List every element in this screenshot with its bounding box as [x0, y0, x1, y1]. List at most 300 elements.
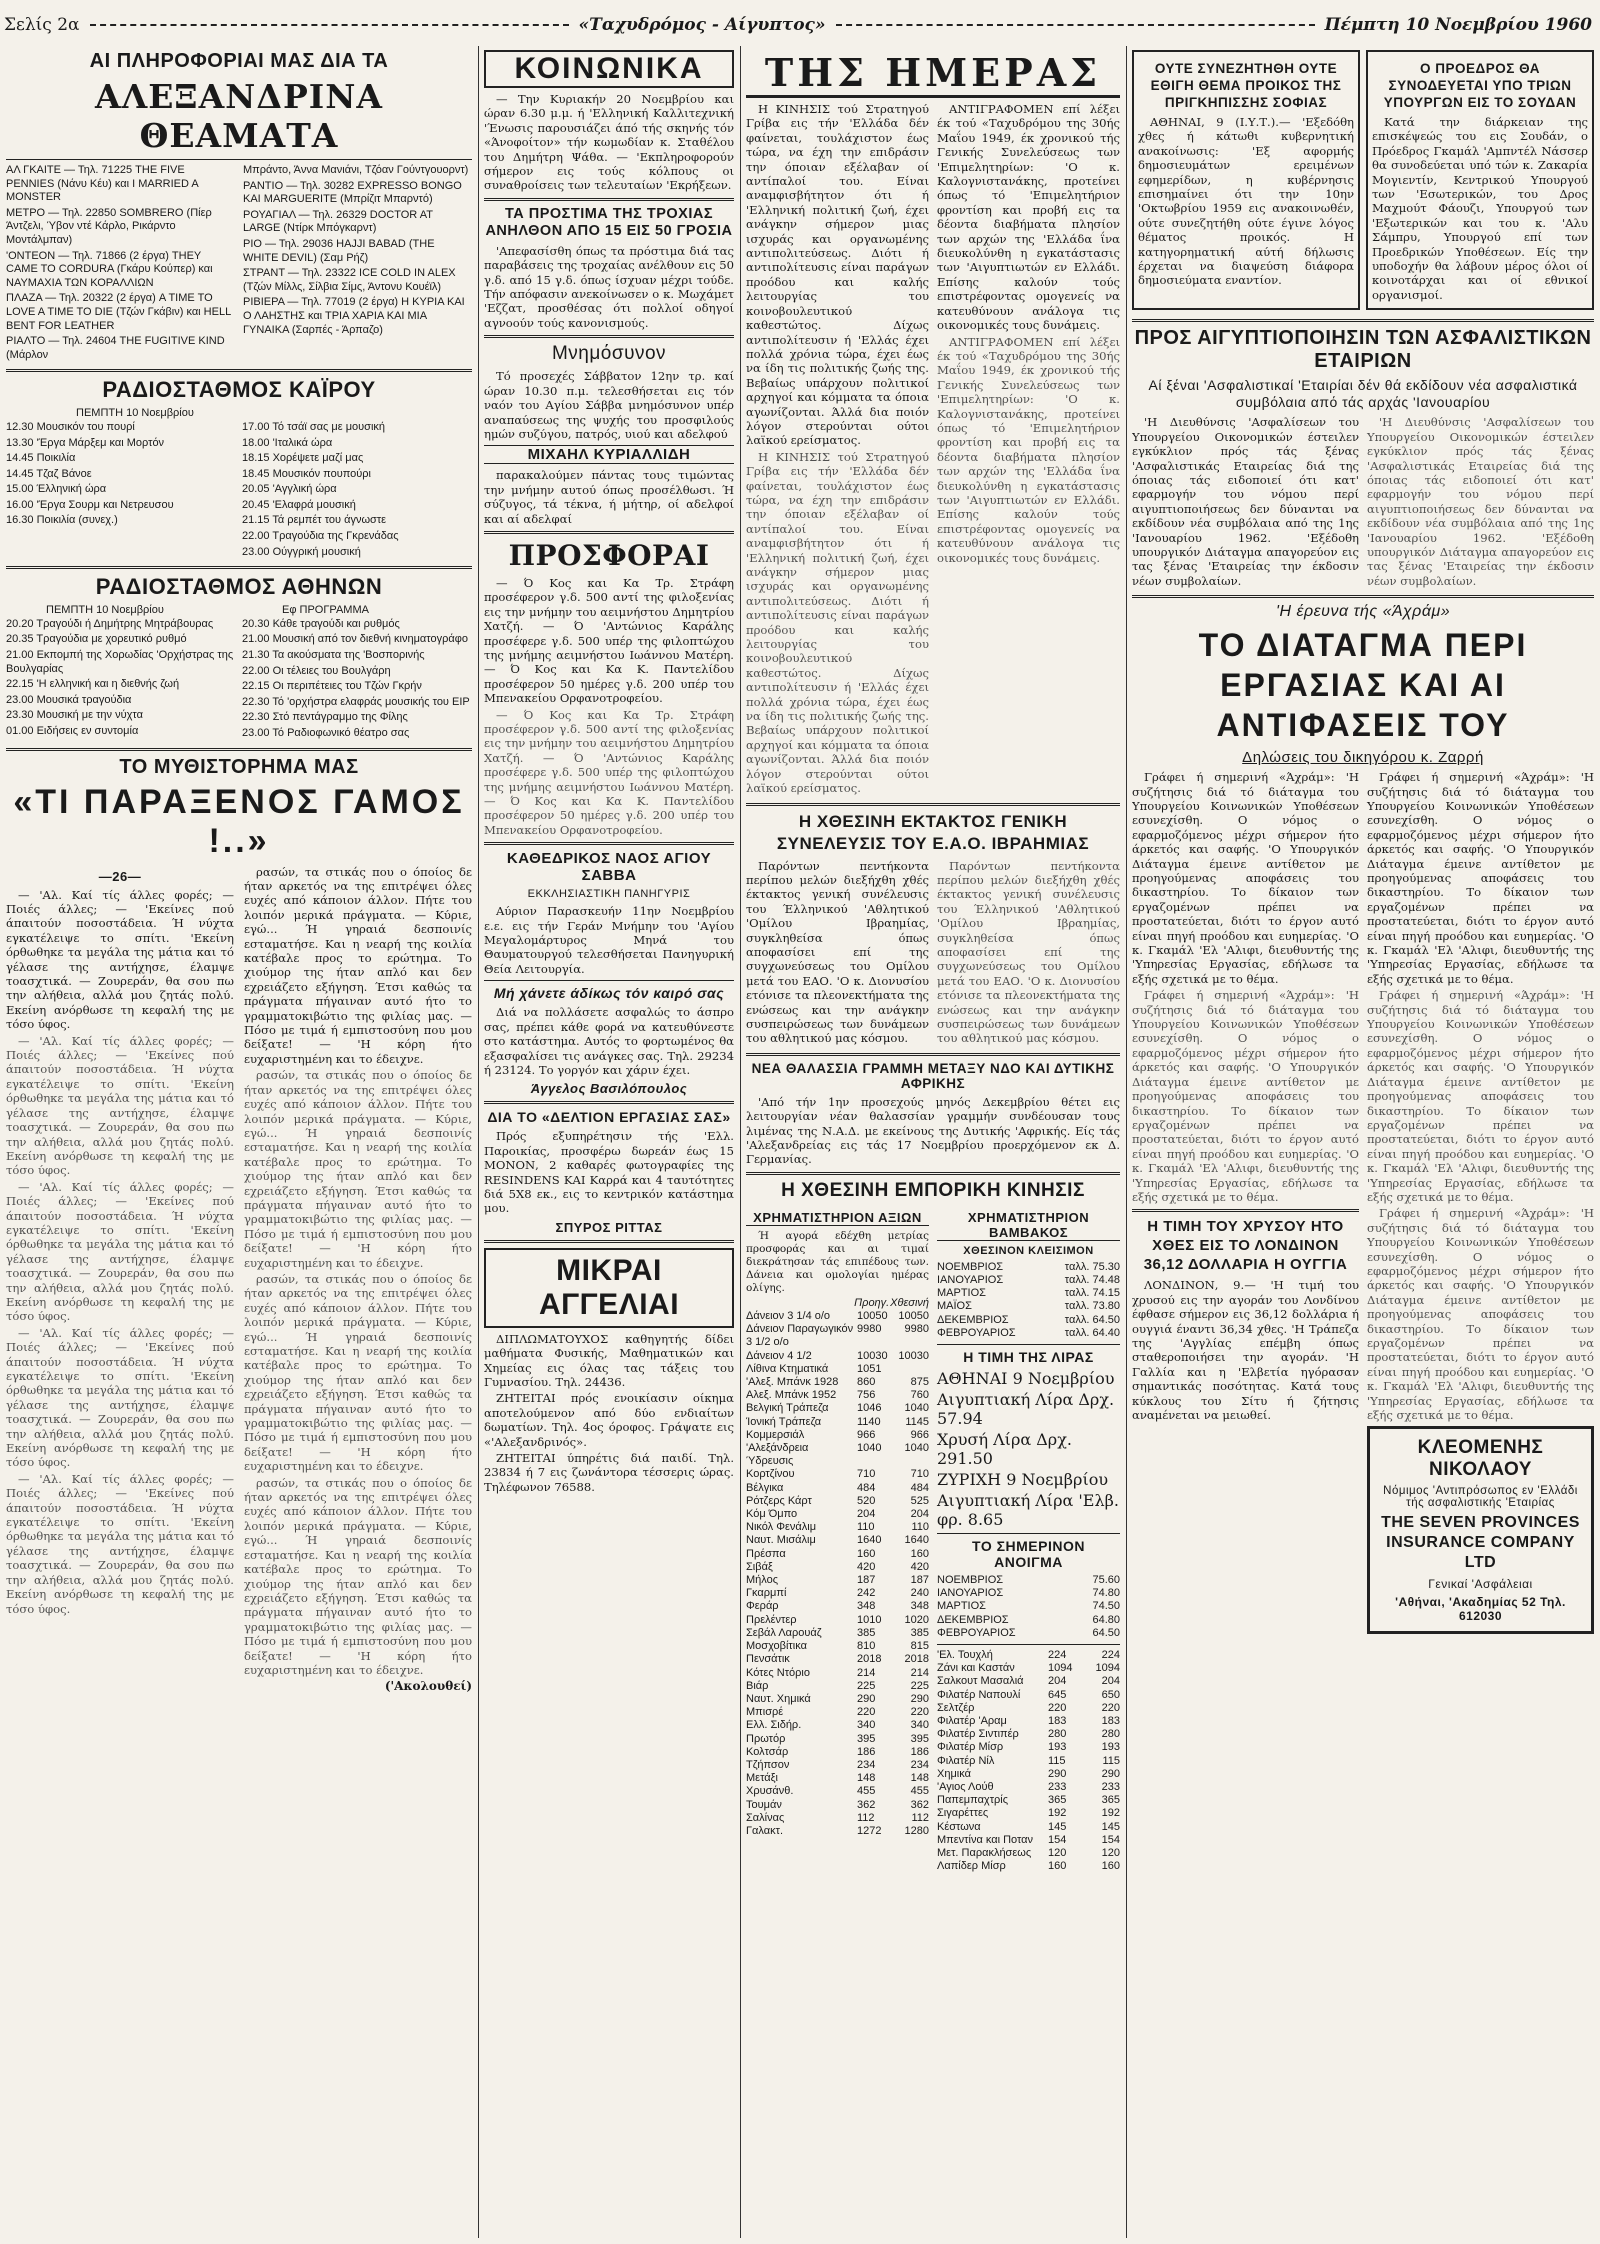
table-cell: ΝΟΕΜΒΡΙΟΣ: [937, 1260, 1004, 1273]
table-cell: ΝΟΕΜΒΡΙΟΣ: [937, 1574, 1004, 1587]
table-row: [746, 1363, 929, 1376]
table-row: [746, 1746, 929, 1759]
table-cell: 'Αγιος Λούθ: [937, 1781, 994, 1794]
table-row: [746, 1706, 929, 1719]
advert-type: Γενικαί 'Ασφάλειαι: [1428, 1577, 1533, 1592]
divider: [1132, 1209, 1359, 1212]
radio-program: 20.20 Τραγούδι ή Δημήτρης Μητράβουρας: [6, 617, 214, 630]
table-cell: 420: [857, 1560, 876, 1573]
table-cell: Μήλος: [746, 1574, 779, 1587]
table-row: [746, 1600, 929, 1613]
novel-text: ρασών, τα στικάς που ο όποίος δε ήταν αρκετός να της επιτρέψει όλες ευχές από κάποιον άλλον. Πήτε του λοιπόν μερικά πράγματα. — Κύριε, εγώ... Ή γηραιά δεσποινίς εσταματήσε. Και η νεαρή της κοιλία κατέβαλε προς το ερώτημα. Το χιούμορ της ήταν απλό και δεν εχρειάζετο εξήγηση. Έτσι καθώς τα πράγματα πήγαιναν αυτό ήτο το γραμματοκιβώτιο της φιλίας μας. — Πόσο με τιμά ή εμπιστοσύνη που μου δείξατε! — 'Η κόρη ήτο ευχαριστημένη και το έδειχνε.: [244, 864, 472, 1066]
column-social: [484, 46, 734, 2240]
table-cell: 220: [1048, 1701, 1067, 1714]
pound-title: Η ΤΙΜΗ ΤΗΣ ΛΙΡΑΣ: [963, 1349, 1094, 1366]
table-cell: 1046: [857, 1402, 882, 1415]
princess-text: ΑΘΗΝΑΙ, 9 (Ι.Υ.Τ.).— 'Εξεδόθη χθες ή κάτωθι κυβερνητική ανακοίνωσις: 'Εξ αφορμής δημοσιευμάτων ερειμένων εφημερίδων, η κυβέρνησις επισημαίνει ότι την 10ην 'Οκτωβρίου 1959 εις ανακοινωθέν, ούτε συνεζητήθη ούτε έγινε λόγος θέματος προικός. Η κατηγορηματική αύτή δήλωσις έρχεται να διαψεύση διάφορα δημοσιεύματα εναντίον.: [1138, 115, 1354, 288]
table-cell: 154: [1048, 1833, 1067, 1846]
table-row: [937, 1702, 1120, 1715]
decree-body: [1132, 770, 1594, 1638]
table-cell: 340: [857, 1719, 876, 1732]
page-number: Σελίς 2α: [4, 15, 80, 35]
table-row: [746, 1759, 929, 1772]
day-right: [937, 102, 1120, 798]
today-table: [937, 1574, 1120, 1640]
table-row: [746, 1561, 929, 1574]
table-cell: 966: [857, 1428, 876, 1441]
table-cell: Κομμερσιάλ: [746, 1428, 805, 1441]
radio-program: 14.45 Τζαζ Βάνοε: [6, 467, 92, 480]
novel-body: [6, 865, 472, 1694]
table-cell: 225: [910, 1679, 929, 1692]
table-cell: 160: [910, 1547, 929, 1560]
radio-program: 22.30 Στό πεντάγραμμο της Φίλης: [242, 711, 408, 724]
table-cell: 710: [857, 1468, 876, 1481]
table-cell: Βελγική Τράπεζα: [746, 1402, 829, 1415]
table-cell: 110: [857, 1521, 875, 1534]
divider: [6, 566, 472, 569]
radio-athens-title: ΡΑΔΙΟΣΤΑΘΜΟΣ ΑΘΗΝΩΝ: [95, 574, 383, 600]
day-text: ΑΝΤΙΓΡΑΦΟΜΕΝ επί λέξει έκ τού «Ταχυδρόμου της 30ής Μαΐου 1949, έκ χρονικού τής Γενικής Συνελεύσεως των 'Επιμελητηρίων: 'Ο κ. Καλογνιστανάκης, προτείνει όπως τό 'Επιμελητήριον φροντίση και προβή εις τα δέοντα διαβήματα πλησίον των αρχών της 'Ελλάδα ΐνα διευκολύνθη η εγκατάστασις των 'Αιγυπτιωτών εν Ελλάδι. Επίσης καλούν τούς επιστρέφοντας ομογενείς να κατευθύνουν ανάλογα τις οικονομικές τους δυνάμεις.: [937, 102, 1120, 333]
table-cell: 154: [1101, 1833, 1120, 1846]
table-cell: 365: [1101, 1794, 1120, 1807]
table-row: [746, 1627, 929, 1640]
novel-text: ρασών, τα στικάς που ο όποίος δε ήταν αρκετός να της επιτρέψει όλες ευχές από κάποιον άλλον. Πήτε του λοιπόν μερικά πράγματα. — Κύριε, εγώ... Ή γηραιά δεσποινίς εσταματήσε. Και η νεαρή της κοιλία κατέβαλε προς το ερώτημα. Το χιούμορ της ήταν απλό και δεν εχρειάζετο εξήγηση. Έτσι καθώς τα πράγματα πήγαιναν αυτό ήτο το γραμματοκιβώτιο της φιλίας μας. — Πόσο με τιμά ή εμπιστοσύνη που μου δείξατε! — 'Η κόρη ήτο ευχαριστημένη και το έδειχνε.: [244, 1068, 472, 1270]
memorial-name: ΜΙΧΑΗΛ ΚΥΡΙΑΛΛΙΔΗ: [484, 445, 734, 464]
insurance-title: ΠΡΟΣ ΑΙΓΥΠΤΙΟΠΟΙΗΣΙΝ ΤΩΝ ΑΣΦΑΛΙΣΤΙΚΩΝ ΕΤΑΙΡΙΩΝ: [1134, 327, 1592, 373]
table-row: [937, 1627, 1120, 1640]
table-cell: Δάνειον Παραγωγικόν 3 1/2 ο/ο: [746, 1323, 854, 1349]
radio-program: 22.00 Τραγούδια της Γκρενάδας: [242, 530, 399, 543]
table-cell: 234: [910, 1758, 929, 1771]
divider: [484, 980, 734, 981]
table-cell: Βιάρ: [746, 1679, 769, 1692]
ibrahimia-body: [746, 859, 1120, 1048]
table-cell: 385: [857, 1626, 876, 1639]
novel-text: ρασών, τα στικάς που ο όποίος δε ήταν αρκετός να της επιτρέψει όλες ευχές από κάποιον άλλον. Πήτε του λοιπόν μερικά πράγματα. — Κύριε, εγώ... Ή γηραιά δεσποινίς εσταματήσε. Και η νεαρή της κοιλία κατέβαλε προς το ερώτημα. Το χιούμορ της ήταν απλό και δεν εχρειάζετο εξήγηση. Έτσι καθώς τα πράγματα πήγαιναν αυτό ήτο το γραμματοκιβώτιο της φιλίας μας. — Πόσο με τιμά ή εμπιστοσύνη που μου δείξατε! — 'Η κόρη ήτο ευχαριστημένη και το έδειχνε.: [244, 1271, 472, 1474]
table-cell: 'Ελ. Τουχλή: [937, 1649, 993, 1662]
table-cell: 220: [910, 1706, 929, 1719]
bourse-intro: Ή αγορά εδέχθη μετρίας προσφοράς και αι τιμαί διεκράτησαν τάς επιπέδους των. Δάνεια και ομολογίαι ημέρας ολίγης.: [746, 1229, 929, 1294]
radio-athens-dates: [6, 604, 472, 618]
table-cell: ΜΑΡΤΙΟΣ: [937, 1600, 986, 1613]
radio-program: 23.00 Τό Ραδιοφωνικό θέατρο σας: [242, 727, 410, 739]
pound-line: Αιγυπτιακή Λίρα Δρχ. 57.94: [937, 1390, 1115, 1429]
table-cell: 1020: [904, 1613, 929, 1626]
table-cell: 120: [1048, 1847, 1067, 1860]
slip-text: Πρός εξυπηρέτησιν τής 'Ελλ. Παροικίας, προσφέρω δωρεάν έως 15 ΜΟΝΟΝ, 2 καθαρές φωτογραφίες της RESINDENS ΚΑΙ Καρρά και 4 ταυτότητες διά 5Χ8 εκ., εις το κεντρικόν κατάστημα μου.: [484, 1129, 734, 1216]
column-header: Προηγ.: [854, 1296, 890, 1309]
table-cell: 192: [1101, 1807, 1120, 1820]
table-cell: ΔΕΚΕΜΒΡΙΟΣ: [937, 1613, 1009, 1626]
divider: [937, 1533, 1120, 1534]
sudan-box: [1366, 50, 1594, 310]
table-cell: ΔΕΚΕΜΒΡΙΟΣ: [937, 1313, 1009, 1326]
cinema-entry: ΑΛ ΓΚΑΙΤΕ — Τηλ. 71225 THE FIVE PENNIES (Νάνυ Κέυ) και I MARRIED A MONSTER: [6, 164, 199, 204]
table-cell: Κόμ Όμπο: [746, 1508, 798, 1521]
radio-program: 23.00 Ούγγρική μουσική: [242, 545, 361, 558]
divider: [937, 1344, 1120, 1345]
table-cell: Τζήπσον: [746, 1758, 790, 1771]
table-row: [746, 1587, 929, 1600]
table-row: [746, 1468, 929, 1481]
cotton-title: ΧΡΗΜΑΤΙΣΤΗΡΙΟΝ ΒΑΜΒΑΚΟΣ: [937, 1210, 1120, 1241]
decree-title: ΤΟ ΔΙΑΤΑΓΜΑ ΠΕΡΙ ΕΡΓΑΣΙΑΣ ΚΑΙ ΑΙ ΑΝΤΙΦΑΣΕΙΣ ΤΟΥ: [1198, 627, 1528, 744]
radio-program: 15.00 Έλληνική ώρα: [6, 483, 107, 496]
table-cell: ΦΕΒΡΟΥΑΡΙΟΣ: [937, 1626, 1016, 1639]
table-cell: 362: [857, 1798, 876, 1811]
table-cell: Τουμάν: [746, 1798, 782, 1811]
advert-name: ΚΛΕΟΜΕΝΗΣ ΝΙΚΟΛΑΟΥ: [1417, 1437, 1544, 1481]
radio-program: 20.05 'Αγγλική ώρα: [242, 483, 337, 496]
table-cell: 204: [857, 1508, 876, 1521]
radio-program: 22.15 'Η ελληνική και η διεθνής ζωή: [6, 678, 180, 691]
table-cell: Πρωτόρ: [746, 1732, 786, 1745]
cinema-entry: ΡΟΥΑΓΙΑΛ — Τηλ. 26329 DOCTOR AT LARGE (Ντίρκ Μπόγκαρντ): [243, 208, 433, 235]
divider: [484, 335, 734, 338]
table-row: [937, 1807, 1120, 1820]
table-cell: 710: [910, 1468, 929, 1481]
shares-table: [937, 1649, 1120, 1873]
table-cell: 860: [857, 1376, 876, 1389]
table-cell: 214: [910, 1666, 929, 1679]
pound-line: ΑΘΗΝΑΙ 9 Νοεμβρίου: [937, 1369, 1115, 1389]
table-row: [937, 1327, 1120, 1340]
table-cell: 1140: [857, 1415, 881, 1428]
table-cell: 1051: [857, 1362, 882, 1375]
table-cell: ΙΑΝΟΥΑΡΙΟΣ: [937, 1274, 1004, 1287]
table-cell: 1040: [857, 1442, 882, 1455]
bourse-header: [746, 1297, 929, 1310]
column-rule: [1126, 46, 1127, 2238]
novel-kicker: ΤΟ ΜΥΘΙΣΤΟΡΗΜΑ ΜΑΣ: [119, 755, 359, 778]
table-cell: 204: [1101, 1675, 1120, 1688]
table-row: [937, 1287, 1120, 1300]
radio-program: 20.35 Τραγούδια με χορευτικό ρυθμό: [6, 633, 187, 646]
table-cell: Μετάξι: [746, 1772, 778, 1785]
table-cell: 186: [910, 1745, 929, 1758]
divider: [6, 159, 472, 160]
marine-title: ΝΕΑ ΘΑΛΑΣΣΙΑ ΓΡΑΜΜΗ ΜΕΤΑΞΥ ΝΔΟ ΚΑΙ ΔΥΤΙΚΗΣ ΑΦΡΙΚΗΣ: [751, 1060, 1115, 1091]
column-rule: [478, 46, 479, 2238]
table-cell: Φιλατέρ Ναπουλί: [937, 1688, 1021, 1701]
novel-text: — 'Αλ. Καί τίς άλλες φορές; — Ποιές άλλες; — 'Εκείνες πού άπαιτούν ποσοστάδεια. Ή νύχτα εγκατέλειψε το σπίτι. 'Εκείνη όρθωθηκε τα μεγάλα της μάτια και τό γέλασε της αντήχησε, έλαμψε τοασχτικά. — Ζουρεράν, θα σου πω την αλήθεια, αλλά μου ζητάς πολύ. Εκείνη ανόρθωσε τη κεφαλή της με τόσο ύφος.: [6, 1179, 234, 1324]
table-cell: 110: [911, 1521, 929, 1534]
table-cell: 74.80: [1092, 1587, 1120, 1600]
ads-title: ΜΙΚΡΑΙ ΑΓΓΕΛΙΑΙ: [484, 1248, 734, 1328]
radio-program: 12.30 Μουσικόν του πουρί: [6, 420, 135, 433]
table-cell: 160: [857, 1547, 876, 1560]
decree-subtitle: Δηλώσεις του δικηγόρου κ. Ζαρρή: [1242, 749, 1484, 767]
table-cell: 1640: [857, 1534, 882, 1547]
table-cell: Μπεντίνα και Ποταν: [937, 1833, 1034, 1846]
table-cell: 187: [857, 1574, 876, 1587]
divider: [484, 1101, 734, 1104]
radio-athens-right: [242, 618, 472, 743]
radio-athens-left: [6, 618, 236, 743]
table-cell: 115: [1048, 1754, 1066, 1767]
sudan-text: Κατά την διάρκειαν της επισκέψεώς του εις Σουδάν, ο Πρόεδρος Γκαμάλ 'Αμπντέλ Νάσσερ θα συνοδεύεται υπό τών κ. Ζακαρία Μογιεντίν, Κεντρικού Υπουργού των 'Εσωτερικών, του Δρος Μαχμούτ Φάουζι, Υπουργού των 'Εξωτερικών και του κ. 'Αλυ Σάμπρυ, Υπουργού επί των Προεδρικών Υποθέσεων. Είς την υποδοχήν θα λάβουν μέρος όλοι οί κοινοτάρχαι και οί εθνικοί οργανισμοί.: [1372, 115, 1588, 302]
ibrahimia-text: Παρόντων πεντήκοντα περίπου μελών διεξήχθη χθές έκτακτος γενική συνέλευσις του Έλληνικού 'Αθλητικού 'Ομίλου Ιβραημίας, συγκληθείσα όπως αποφασίσει επί της συγχωνεύσεως του Ομίλου μετά του ΕΑΟ. 'Ο κ. Διονυσίου ετόνισε τα πλεονεκτήματα της ενώσεως και την ανάγκην συσπειρώσεως των δυνάμεων του αθλητικού μας κόσμου.: [746, 858, 929, 1046]
table-cell: 395: [910, 1732, 929, 1745]
radio-program: 23.00 Μουσικά τραγούδια: [6, 693, 132, 706]
radio-program: 23.30 Μουσική με την νύχτα: [6, 709, 143, 722]
table-cell: 348: [857, 1600, 876, 1613]
table-cell: 120: [1101, 1847, 1120, 1860]
table-row: [937, 1274, 1120, 1287]
table-cell: 290: [1101, 1767, 1120, 1780]
bourse-section: [746, 1206, 929, 1874]
table-cell: 'Αλεξ. Μπάνκ 1928: [746, 1376, 839, 1389]
table-row: [746, 1812, 929, 1825]
pound-line: ΖΥΡΙΧΗ 9 Νοεμβρίου: [937, 1470, 1109, 1490]
table-cell: 183: [1048, 1715, 1067, 1728]
novel-text: ρασών, τα στικάς που ο όποίος δε ήταν αρκετός να της επιτρέψει όλες ευχές από κάποιον άλλον. Πήτε του λοιπόν μερικά πράγματα. — Κύριε, εγώ... Ή γηραιά δεσποινίς εσταματήσε. Και η νεαρή της κοιλία κατέβαλε προς το ερώτημα. Το χιούμορ της ήταν απλό και δεν εχρειάζετο εξήγηση. Έτσι καθώς τα πράγματα πήγαιναν αυτό ήτο το γραμματοκιβώτιο της φιλίας μας. — Πόσο με τιμά ή εμπιστοσύνη που μου δείξατε! — 'Η κόρη ήτο ευχαριστημένη και το έδειχνε.: [244, 1475, 472, 1677]
gold-title: Η ΤΙΜΗ ΤΟΥ ΧΡΥΣΟΥ ΗΤΟ ΧΘΕΣ ΕΙΣ ΤΟ ΛΟΝΔΙΝΟΝ 36,12 ΔΟΛΛΑΡΙΑ Η ΟΥΓΓΙΑ: [1143, 1218, 1348, 1274]
decree-text: Γράφει ή σημερινή «Άχράμ»: 'Η συζήτησις διά τό διάταγμα του Υπουργείου Κοινωνικών Υποθέσεων εσυνεχίσθη. Ο νόμος ο εφαρμοζόμενος μέχρι σήμερον ήτο άρκετός και σαφής. 'Ο Υπουργικόν Διάταγμα έμεινε αντίθετον με προηγούμενας αποφάσεις του δικαστηρίου. Το δίκαιον των εργαζομένων πρέπει να προστατεύεται, διότι το έργον αυτό είναι πηγή προόδου και ευημερίας. 'Ο κ. Γκαμάλ 'Ελ 'Αλιφι, διευθυντής της 'Υπηρεσίας Εργασίας, εδήλωσε τα εξής σχετικά με το θέμα.: [1367, 1206, 1594, 1423]
gold-text: ΛΟΝΔΙΝΟΝ, 9.— 'Η τιμή του χρυσού εις την αγοράν του Λονδίνου έφθασε σήμερον εις 36,12 δολλάρια ή ουγγιά έναντι 36,34 χθες. 'Η Τράπεζα της 'Αγγλίας επέμβη όπως σταθεροποιήσει την αγοράν. 'Η Γαλλία και η 'Ελβετία ηγόρασαν σημαντικάς ποσότητας. Κατά τους κύκλους του Σίτυ ή ζήτησις αναμένεται να μειωθεί.: [1132, 1278, 1359, 1422]
table-cell: 234: [857, 1758, 876, 1771]
radio-program: 18.00 'Ιταλικά ώρα: [242, 436, 333, 449]
slip-title: ΔΙΑ ΤΟ «ΔΕΛΤΙΟΝ ΕΡΓΑΣΙΑΣ ΣΑΣ»: [487, 1109, 731, 1126]
table-row: [746, 1640, 929, 1653]
table-cell: ταλλ. 64.40: [1064, 1326, 1120, 1339]
divider: [746, 1053, 1120, 1056]
table-cell: 1040: [904, 1402, 929, 1415]
cotton-subtitle: ΧΘΕΣΙΝΟΝ ΚΛΕΙΣΙΜΟΝ: [963, 1244, 1094, 1257]
table-cell: 115: [1102, 1754, 1120, 1767]
table-cell: Σαλίνας: [746, 1811, 785, 1824]
table-row: [746, 1442, 929, 1468]
table-row: [937, 1821, 1120, 1834]
table-row: [937, 1755, 1120, 1768]
table-cell: Ίονική Τράπεζα: [746, 1415, 822, 1428]
novel-title: «ΤΙ ΠΑΡΑΞΕΝΟΣ ΓΑΜΟΣ !..»: [13, 782, 465, 860]
table-row: [937, 1689, 1120, 1702]
table-cell: 1040: [904, 1442, 929, 1455]
social-text: — Την Κυριακήν 20 Νοεμβρίου και ώραν 6.30 μ.μ. ή 'Ελληνική Καλλιτεχνική 'Ένωσις παρουσιάζει άπό τής σκηνής τόν «Άνοφοίτον» τήν κωμωδίαν κ. Σταθέλου του Δημήτρη Ψάθα. — 'Εκπληροφορούν σήμερον εις τούς κόλπους οι συναθροίσεις των τελευταίων 'Εκρήξεων.: [484, 92, 734, 193]
divider: [1132, 319, 1594, 322]
table-cell: ταλλ. 74.15: [1064, 1287, 1120, 1300]
table-cell: 74.50: [1092, 1600, 1120, 1613]
table-row: [746, 1772, 929, 1785]
header-rule: [836, 24, 1315, 26]
table-row: [746, 1799, 929, 1812]
table-cell: 10030: [857, 1349, 888, 1362]
day-left: [746, 102, 929, 798]
table-cell: 75.60: [1092, 1574, 1120, 1587]
cinema-list-right: [243, 164, 472, 364]
bourse-table: [746, 1310, 929, 1838]
top-boxes: [1132, 46, 1594, 314]
akhram-kicker: 'Η έρευνα τής «Άχράμ»: [1275, 603, 1451, 621]
church-title: ΚΑΘΕΔΡΙΚΟΣ ΝΑΟΣ ΑΓΙΟΥ ΣΑΒΒΑ: [506, 850, 712, 885]
table-cell: Ναυτ. Μισάλιμ: [746, 1534, 816, 1547]
table-cell: 420: [910, 1560, 929, 1573]
classified-ad: ΖΗΤΕΙΤΑΙ ύπηρέτις διά παιδί. Τηλ. 23834 ή 7 εις ζωνάντορα τέσσερις ώρας. Τηλέφωνον 76588.: [484, 1451, 734, 1494]
table-cell: 484: [910, 1481, 929, 1494]
table-cell: Μπισρέ: [746, 1706, 784, 1719]
divider: [484, 531, 734, 534]
table-cell: Μετ. Παρακλήσεως: [937, 1847, 1032, 1860]
bourse-title: ΧΡΗΜΑΤΙΣΤΗΡΙΟΝ ΑΞΙΩΝ: [746, 1210, 929, 1226]
radio-cairo-title: ΡΑΔΙΟΣΤΑΘΜΟΣ ΚΑΪΡΟΥ: [102, 377, 376, 403]
radio-program: 21.00 Εκπομπή της Χορωδίας 'Ορχήστρας της Βουλγαρίας: [6, 649, 234, 675]
table-row: [746, 1574, 929, 1587]
table-cell: 290: [857, 1692, 876, 1705]
table-row: [937, 1715, 1120, 1728]
table-cell: 10050: [857, 1310, 888, 1323]
pound-line: Χρυσή Λίρα Δρχ. 291.50: [937, 1430, 1072, 1469]
radio-program: 21.30 Τα ακούσματα της 'Βοσπορινής: [242, 649, 425, 662]
header-rule: [90, 24, 569, 26]
table-cell: 484: [857, 1481, 876, 1494]
radio-cairo-right: [242, 421, 472, 561]
divider: [6, 748, 472, 751]
day-banner: ΤΗΣ ΗΜΕΡΑΣ: [746, 50, 1120, 98]
table-cell: ταλλ. 73.80: [1064, 1300, 1120, 1313]
cinema-listings: [6, 164, 472, 364]
table-cell: 204: [1048, 1675, 1067, 1688]
table-cell: 233: [1101, 1781, 1120, 1794]
lost-time-text: Διά να πολλάσετε ασφαλώς το άσπρο σας, πρέπει κάθε φορά να κατευθύνεστε στο κατάστημα. Αυτός το φορτωμένος θα εξασφαλίσει τις ανάγκες σας. Τηλ. 29234 ή 23124. Το γοργόν και χάριν έχει.: [484, 1005, 734, 1077]
table-row: [746, 1825, 929, 1838]
table-cell: Ναυτ. Χημικά: [746, 1692, 811, 1705]
table-cell: 183: [1101, 1715, 1120, 1728]
radio-program: 16.30 Ποικιλία (συνεχ.): [6, 514, 118, 527]
radio-cairo-schedule: [6, 421, 472, 561]
table-cell: 290: [910, 1692, 929, 1705]
table-cell: 233: [1048, 1781, 1067, 1794]
table-row: [746, 1521, 929, 1534]
table-cell: 160: [1048, 1860, 1067, 1873]
table-cell: Μοσχοβίτικα: [746, 1640, 807, 1653]
table-cell: 'Αλεξάνδρεια Ύδρευσις: [746, 1442, 809, 1468]
table-row: [746, 1653, 929, 1666]
table-cell: 966: [910, 1428, 929, 1441]
pound-line: Αιγυπτιακή Λίρα 'Ελβ. φρ. 8.65: [937, 1491, 1119, 1530]
princess-box: [1132, 50, 1360, 310]
paper-name: «Ταχυδρόμος - Αίγυπτος»: [578, 15, 826, 35]
table-cell: 112: [911, 1811, 929, 1824]
radio-program: 21.00 Μουσική από τον διεθνή κινηματογράφο: [242, 633, 468, 646]
decree-text: Γράφει ή σημερινή «Άχράμ»: 'Η συζήτησις διά τό διάταγμα του Υπουργείου Κοινωνικών Υποθέσεων εσυνεχίσθη. Ο νόμος ο εφαρμοζόμενος μέχρι σήμερον ήτο άρκετός και σαφής. 'Ο Υπουργικόν Διάταγμα έμεινε αντίθετον με προηγούμενας αποφάσεις του δικαστηρίου. Το δίκαιον των εργαζομένων πρέπει να προστατεύεται, διότι το έργον αυτό είναι πηγή προόδου και ευημερίας. 'Ο κ. Γκαμάλ 'Ελ 'Αλιφι, διευθυντής της 'Υπηρεσίας Εργασίας, εδήλωσε τα εξής σχετικά με το θέμα.: [1367, 770, 1594, 986]
advert-role: Νόμιμος 'Αντιπρόσωπος εν 'Ελλάδι τής ασφαλιστικής 'Εταιρίας: [1383, 1485, 1578, 1510]
continued-note: ('Ακολουθεί): [384, 1679, 472, 1694]
marine-text: 'Από τήν 1ην προσεχούς μηνός Δεκεμβρίου θέτει εις λειτουργίαν νέαν θαλασσίαν γραμμήν συνδέουσαν τους λιμένας της Ν.Α.Δ. με εκείνους της Δυτικής 'Αφρικής. Είς τάς 'Αλεξανδρείας εις τάς 17 Νοεμβρίου προερχόμενον εκ Δ. Γερμανίας.: [746, 1094, 1120, 1167]
table-row: [746, 1429, 929, 1442]
classified-ad: ΖΗΤΕΙΤΑΙ πρός ενοικίασιν οίκημα αποτελούμενον από δύο ενδιαίτων δωματίων. Τηλ. 4ος όροφος. Γράψατε εις «'Αλεξανδρινός».: [484, 1391, 734, 1449]
table-cell: 875: [910, 1376, 929, 1389]
table-row: [746, 1680, 929, 1693]
table-cell: 645: [1048, 1688, 1067, 1701]
table-cell: 192: [1048, 1807, 1067, 1820]
table-cell: Νικόλ Φενάλιμ: [746, 1521, 817, 1534]
table-cell: 810: [857, 1640, 876, 1653]
table-row: [746, 1534, 929, 1547]
decree-right: [1367, 770, 1594, 1638]
cotton-table: [937, 1261, 1120, 1340]
table-cell: ταλλ. 75.30: [1064, 1260, 1120, 1273]
table-cell: Χρυσάνθ.: [746, 1785, 794, 1798]
table-cell: 815: [910, 1640, 929, 1653]
table-row: [937, 1781, 1120, 1794]
today-title: ΤΟ ΣΗΜΕΡΙΝΟΝ ΑΝΟΙΓΜΑ: [972, 1538, 1085, 1571]
table-cell: Κέστωνα: [937, 1820, 981, 1833]
table-cell: Πρέσπα: [746, 1547, 786, 1560]
table-row: [937, 1741, 1120, 1754]
memorial-title: Μνημόσυνον: [551, 343, 667, 365]
divider: [6, 369, 472, 372]
table-cell: 10050: [898, 1310, 929, 1323]
table-cell: 290: [1048, 1767, 1067, 1780]
table-cell: Βέλγικα: [746, 1481, 784, 1494]
divider: [484, 842, 734, 845]
offers-text: — Ό Κος και Κα Τρ. Στράφη προσέφερον γ.δ. 500 αντί της φιλοξενίας εις την μνήμην του αειμνήστου Δημητρίου Χατζή. — Ό 'Αντώνιος Καράλης προσέφερε γ.δ. 500 υπέρ της φιλοπτώχου της μνήμης αειμνήστου Ιωάννου Ματέρη. — Ό Κος και Κα Κ. Παντελίδου προσέφερον 50 ημέρες γ.δ. 200 υπέρ του Μπενακείου Ορφανοτροφείου.: [484, 575, 734, 706]
table-cell: Δάνειον 3 1/4 ο/ο: [746, 1310, 831, 1323]
table-cell: 1640: [904, 1534, 929, 1547]
column-day: [746, 46, 1120, 2240]
memorial-text: Τό προσεχές Σάββατον 12ην τρ. καί ώραν 10.30 π.μ. τελεσθήσεται εις τόν ναόν του Αγίου Σάββα μνημόσυνον υπέρ αναπαύσεως της ψυχής του προσφιλούς ημών συζύγου, πατρός, υιού και αδελφού: [484, 369, 734, 441]
table-row: [746, 1508, 929, 1521]
table-cell: [893, 1363, 929, 1376]
novel-text: — 'Αλ. Καί τίς άλλες φορές; — Ποιές άλλες; — 'Εκείνες πού άπαιτούν ποσοστάδεια. Ή νύχτα εγκατέλειψε το σπίτι. 'Εκείνη όρθωθηκε τα μεγάλα της μάτια και τό γέλασε της αντήχησε, έλαμψε τοασχτικά. — Ζουρεράν, θα σου πω την αλήθεια, αλλά μου ζητάς πολύ. Εκείνη ανόρθωσε τη κεφαλή της με τόσο ύφος.: [6, 1033, 234, 1178]
table-cell: Ρότζερς Κάρτ: [746, 1494, 812, 1507]
table-cell: 455: [910, 1785, 929, 1798]
table-cell: Σιγαρέττες: [937, 1807, 989, 1820]
table-row: [746, 1548, 929, 1561]
cinema-entry: Μπράντο, Άννα Μανιάνι, Τζόαν Γούντγουορντ): [243, 164, 469, 176]
table-cell: 145: [1048, 1820, 1067, 1833]
table-cell: 148: [910, 1772, 929, 1785]
lost-time-title: Μή χάνετε άδίκως τόν καιρό σας: [493, 985, 725, 1002]
table-row: [937, 1300, 1120, 1313]
table-cell: 340: [910, 1719, 929, 1732]
radio-athens-schedule: [6, 618, 472, 743]
table-cell: ΜΑΡΤΙΟΣ: [937, 1287, 986, 1300]
column-news: [1132, 46, 1594, 2240]
radio-program: 01.00 Ειδήσεις εν συντομία: [6, 725, 139, 737]
table-row: [937, 1834, 1120, 1847]
social-title: ΚΟΙΝΩΝΙΚΑ: [484, 50, 734, 88]
table-cell: 650: [1101, 1688, 1120, 1701]
ibrahimia-title: Η ΧΘΕΣΙΝΗ ΕΚΤΑΚΤΟΣ ΓΕΝΙΚΗ ΣΥΝΕΛΕΥΣΙΣ ΤΟΥ Ε.Α.Ο. ΙΒΡΑΗΜΙΑΣ: [776, 811, 1090, 853]
insurance-advert: [1367, 1426, 1594, 1634]
radio-program: 22.00 Οι τέλειες του Βουλγάρη: [242, 664, 391, 677]
lost-time-signature: Άγγελος Βασιλόπουλος: [530, 1081, 688, 1097]
table-cell: 1094: [1048, 1662, 1073, 1675]
table-cell: Γκαρμπί: [746, 1587, 787, 1600]
table-cell: 145: [1101, 1820, 1120, 1833]
table-cell: 2018: [857, 1653, 882, 1666]
table-cell: Ελλ. Σιδήρ.: [746, 1719, 802, 1732]
theatres-kicker: ΑΙ ΠΛΗΡΟΦΟΡΙΑΙ ΜΑΣ ΔΙΑ ΤΑ: [89, 50, 389, 72]
decree-text: Γράφει ή σημερινή «Άχράμ»: 'Η συζήτησις διά τό διάταγμα του Υπουργείου Κοινωνικών Υποθέσεων εσυνεχίσθη. Ο νόμος ο εφαρμοζόμενος μέχρι σήμερον ήτο άρκετός και σαφής. 'Ο Υπουργικόν Διάταγμα έμεινε αντίθετον με προηγούμενας αποφάσεις του δικαστηρίου. Το δίκαιον των εργαζομένων πρέπει να προστατεύεται, διότι το έργον αυτό είναι πηγή προόδου και ευημερίας. 'Ο κ. Γκαμάλ 'Ελ 'Αλιφι, διευθυντής της 'Υπηρεσίας Εργασίας, εδήλωσε τα εξής σχετικά με το θέμα.: [1132, 770, 1359, 986]
table-row: [746, 1667, 929, 1680]
trade-body: [746, 1206, 1120, 1874]
table-cell: 193: [1101, 1741, 1120, 1754]
table-cell: 225: [857, 1679, 876, 1692]
table-cell: 1272: [857, 1824, 882, 1837]
theatres-title: ΑΛΕΞΑΝΔΡΙΝΑ ΘΕΑΜΑΤΑ: [95, 77, 383, 155]
table-cell: 525: [910, 1494, 929, 1507]
cinema-entry: ΡΙΑΛΤΟ — Τηλ. 24604 THE FUGITIVE KIND (Μάρλον: [6, 335, 225, 361]
traffic-text: 'Απεφασίσθη όπως τα πρόστιμα διά τας παραβάσεις της τροχαίας ανέλθουν εις 50 γ.δ. από 15 γ.δ. όπως ίσχυαν μέχρι τούδε. Τήν απόφασιν ανεκοίνωσεν ο κ. Μωχάμετ 'Εζζατ, προσθέσας ότι πολλοί οδηγοί αγνοούν τούς κανονισμούς.: [484, 243, 734, 330]
radio-athens-date-left: ΠΕΜΠΤΗ 10 Νοεμβρίου: [46, 604, 164, 617]
novel-text: — 'Αλ. Καί τίς άλλες φορές; — Ποιές άλλες; — 'Εκείνες πού άπαιτούν ποσοστάδεια. Ή νύχτα εγκατέλειψε το σπίτι. 'Εκείνη όρθωθηκε τα μεγάλα της μάτια και τό γέλασε της αντήχησε, έλαμψε τοασχτικά. — Ζουρεράν, θα σου πω την αλήθεια, αλλά μου ζητάς πολύ. Εκείνη ανόρθωσε τη κεφαλή της με τόσο ύφος.: [6, 887, 234, 1032]
day-columns: [746, 102, 1120, 798]
offers-title: ΠΡΟΣΦΟΡΑΙ: [508, 538, 710, 572]
